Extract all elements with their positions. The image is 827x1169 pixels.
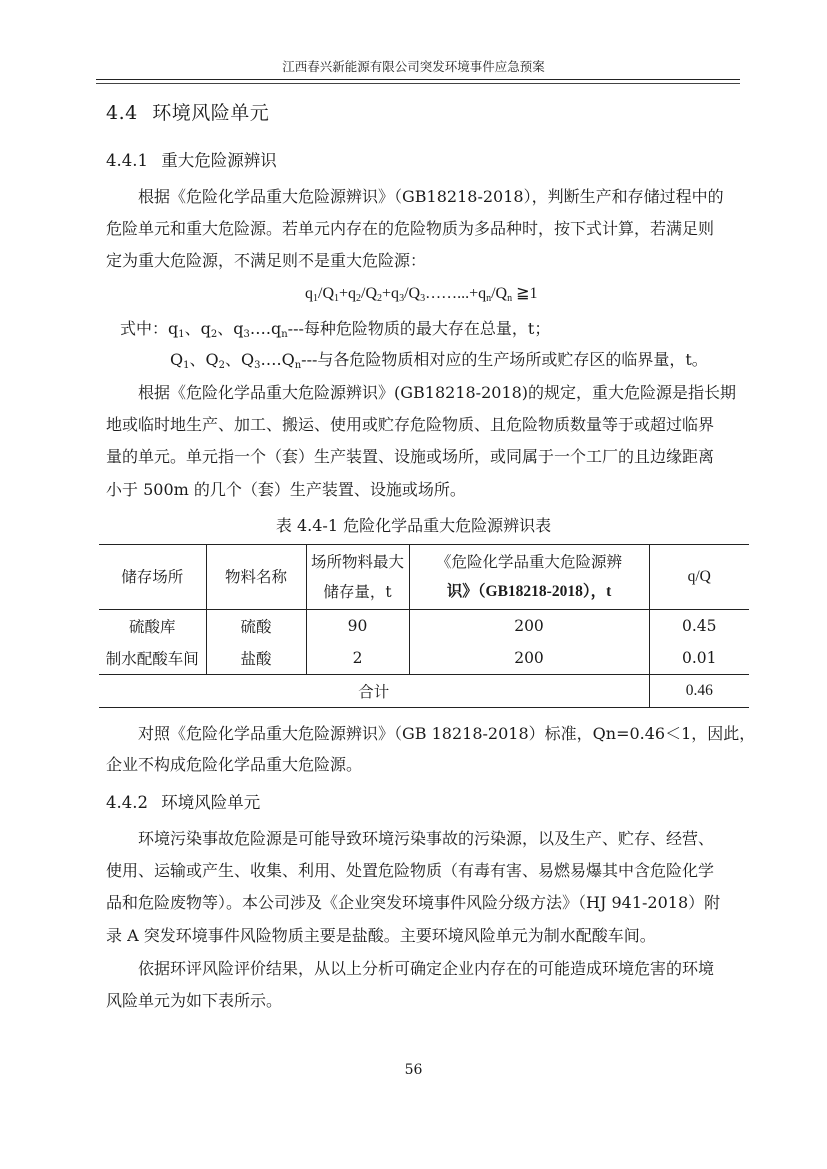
para2-line3: 量的单元。单元指一个（套）生产装置、设施或场所，或同属于一个工厂的且边缘距离 [106, 447, 715, 466]
col-header-max-storage: 场所物料最大 储存量，t [306, 545, 409, 610]
subsection-title-1: 重大危险源辨识 [161, 151, 277, 170]
formula-where-q: 式中：$q_1$、$q_2$、$q_3\dots.q_n---$每种危险物质的最大存在总量，t； [120, 319, 551, 340]
subsection-heading-2 [106, 789, 260, 813]
table-header-row [99, 545, 749, 610]
table-caption: 表 4.4-1 危险化学品重大危险源辨识表 [275, 516, 552, 535]
para5-line1: 依据环评风险评价结果，从以上分析可确定企业内存在的可能造成环境危害的环境 [138, 959, 715, 978]
subsection-heading-1 [106, 147, 277, 171]
para3-line1: 对照《危险化学品重大危险源辨识》（GB 18218-2018）标准，Qn=0.46＜1，因此， [138, 724, 756, 743]
section-title: 环境风险单元 [152, 102, 270, 124]
para2-line2: 地或临时地生产、加工、搬运、使用或贮存危险物质、且危险物质数量等于或超过临界 [106, 415, 715, 434]
para4-line4: 录 A 突发环境事件风险物质主要是盐酸。主要环境风险单元为制水配酸车间。 [106, 926, 656, 945]
para4-line3: 品和危险废物等）。本公司涉及《企业突发环境事件风险分级方法》（HJ 941-2018）附 [106, 893, 721, 912]
header-rule-thick [96, 79, 740, 80]
para2-line1: 根据《危险化学品重大危险源辨识》(GB18218-2018)的规定，重大危险源是指长期 [138, 383, 737, 402]
table-row: 硫酸库 硫酸 90 200 0.45 [99, 610, 749, 643]
subsection-number-1: 4.4.1 [106, 151, 148, 170]
para5-line2: 风险单元为如下表所示。 [106, 991, 283, 1010]
header-rule-thin [96, 83, 740, 84]
para4-line2: 使用、运输或产生、收集、利用、处置危险物质（有毒有害、易燃易爆其中含危险化学 [106, 861, 715, 880]
para4-line1: 环境污染事故危险源是可能导致环境污染事故的污染源，以及生产、贮存、经营、 [138, 829, 715, 848]
col-header-material: 物料名称 [206, 545, 306, 610]
col-header-place: 储存场所 [99, 545, 206, 610]
col-header-standard-threshold: 《危险化学品重大危险源辨 识》（GB18218-2018），t [409, 545, 649, 610]
section-number: 4.4 [106, 102, 138, 124]
para1-line3: 定为重大危险源，不满足则不是重大危险源： [106, 251, 427, 270]
subsection-number-2: 4.4.2 [106, 793, 148, 812]
page-header-title: 江西春兴新能源有限公司突发环境事件应急预案 [282, 59, 545, 74]
formula-where-Q: $Q_1$、$Q_2$、$Q_3\dots.Q_n---$与各危险物质相对应的生产场所或贮存区的临界量，t。 [170, 350, 708, 371]
subsection-title-2: 环境风险单元 [161, 793, 261, 812]
page-number: 56 [404, 1062, 423, 1078]
total-value: 0.46 [649, 675, 749, 708]
table-row: 制水配酸车间 盐酸 2 200 0.01 [99, 642, 749, 675]
para2-line4: 小于 500m 的几个（套）生产装置、设施或场所。 [106, 480, 466, 499]
total-label: 合计 [99, 675, 649, 708]
table-total-row [99, 675, 749, 708]
para3-line2: 企业不构成危险化学品重大危险源。 [106, 755, 363, 774]
hazard-identification-table [99, 544, 749, 708]
para1-line2: 危险单元和重大危险源。若单元内存在的危险物质为多品种时，按下式计算，若满足则 [106, 219, 715, 238]
formula: $q_1/Q_1+q_2/Q_2+q_3/Q_3\dots\dots...+q_n/Q_n$ ≧1 [305, 285, 538, 304]
section-heading [106, 98, 269, 125]
col-header-ratio: q/Q [649, 545, 749, 610]
para1-line1: 根据《危险化学品重大危险源辨识》（GB18218-2018），判断生产和存储过程中的 [138, 187, 724, 206]
